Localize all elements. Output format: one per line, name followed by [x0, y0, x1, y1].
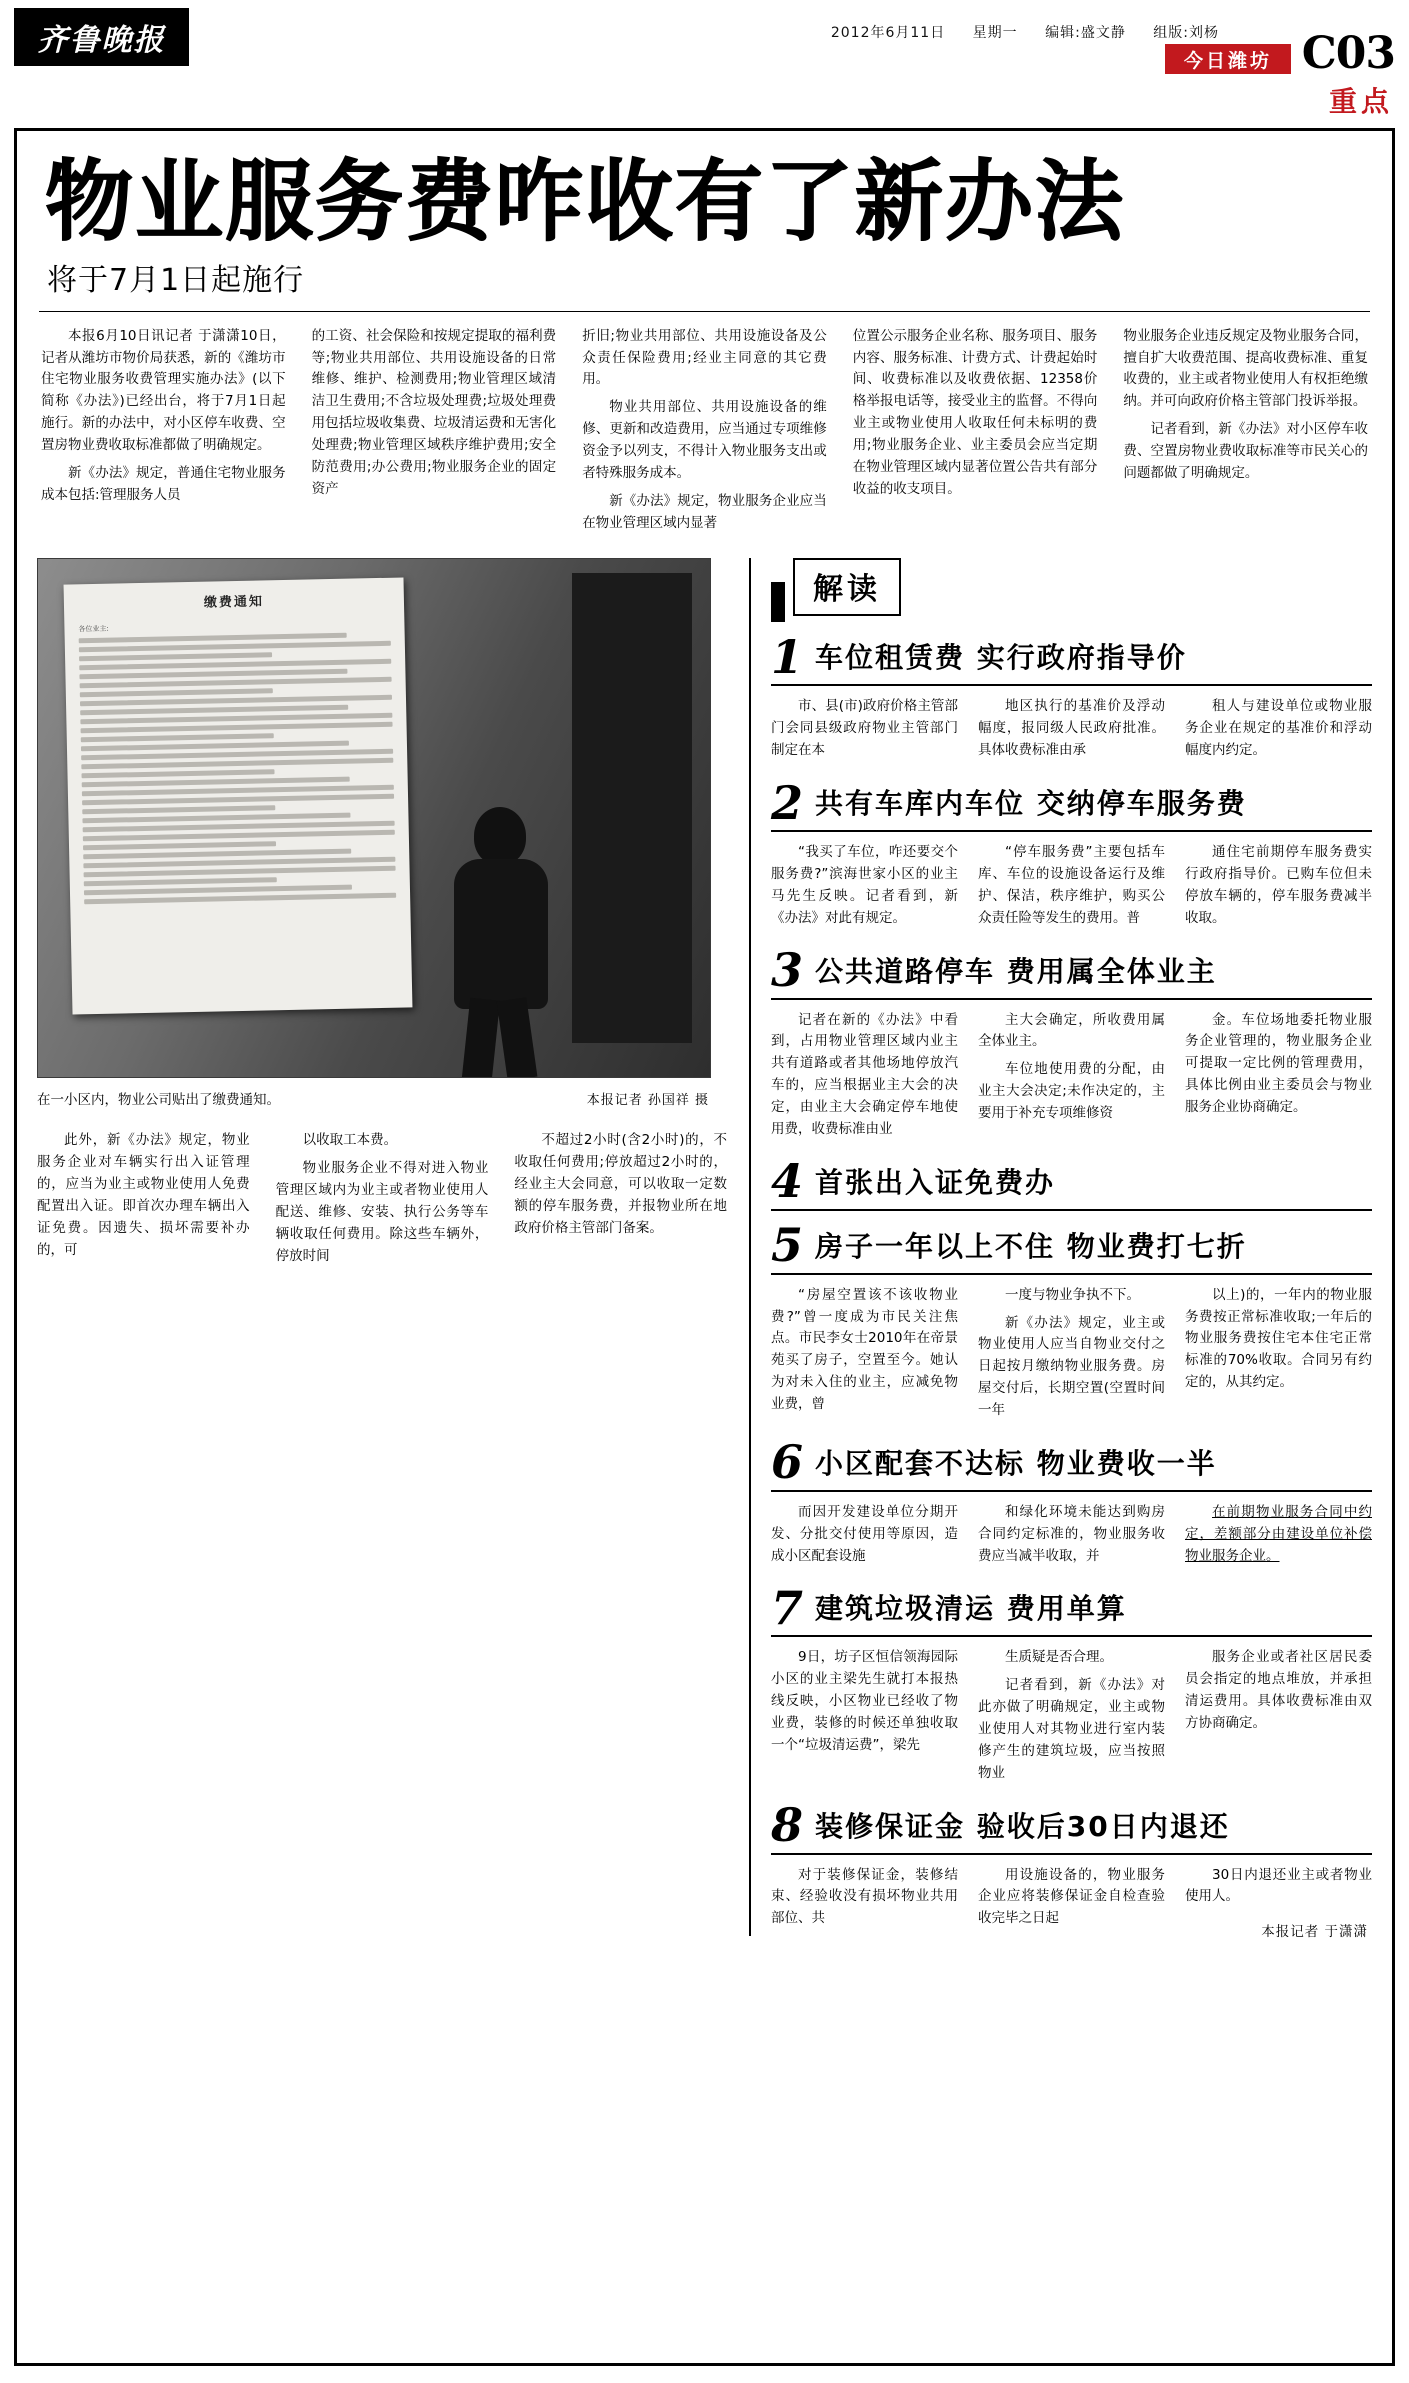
paragraph: 主大会确定，所收费用属全体业主。: [978, 1011, 1165, 1050]
content-frame: [14, 128, 1395, 2366]
lead-article: [37, 326, 1372, 541]
paragraph: 新《办法》规定，业主或物业使用人应当自物业交付之日起按月缴纳物业服务费。房屋交付后，长期空置(空置时间一年: [978, 1314, 1165, 1418]
paragraph: 市、县(市)政府价格主管部门会同县级政府物业主管部门制定在本: [771, 698, 958, 759]
photo-doorway: [572, 573, 692, 1043]
jiedu-bar: [771, 582, 785, 622]
paragraph: 此外，新《办法》规定，物业服务企业对车辆实行出入证管理的，应当为业主或物业使用人免费配置出入证。即首次办理车辆出入证免费。因遗失、损坏需要补办的，可: [37, 1132, 250, 1258]
masthead-weekday: 星期一: [972, 25, 1018, 41]
page-subtitle: 将于7月1日起施行: [47, 262, 305, 298]
paragraph: 以收取工本费。: [302, 1132, 398, 1149]
paragraph: 新《办法》规定，物业服务企业应当在物业管理区域内显著: [582, 492, 827, 531]
item-title: 建筑垃圾清运 费用单算: [815, 1592, 1127, 1626]
masthead-layout: 组版:刘杨: [1153, 25, 1219, 41]
interpretation-item: [771, 1581, 1372, 1790]
paragraph: 记者看到，新《办法》对此亦做了明确规定，业主或物业使用人对其物业进行室内装修产生的建筑垃圾，应当按照物业: [978, 1677, 1165, 1781]
item-number: 8: [771, 1798, 804, 1853]
paragraph: 金。车位场地委托物业服务企业管理的，物业服务企业可提取一定比例的管理费用，具体比例由业主委员会与物业服务企业协商确定。: [1185, 1011, 1372, 1115]
item-title: 首张出入证免费办: [815, 1165, 1056, 1199]
masthead-date: 2012年6月11日: [830, 25, 946, 41]
paragraph: 车位地使用费的分配，由业主大会决定;未作决定的，主要用于补充专项维修资: [978, 1061, 1165, 1121]
left-lower-text: [37, 1130, 727, 1273]
item-title: 房子一年以上不住 物业费打七折: [815, 1229, 1247, 1263]
left-lower-column-3: [514, 1130, 727, 1273]
item-number: 3: [771, 943, 804, 998]
jiedu-header: [771, 558, 1372, 622]
paragraph: 位置公示服务企业名称、服务项目、服务内容、服务标准、计费方式、计费起始时间、收费标准以及收费依据、12358价格举报电话等，接受业主的监督。不得向业主或物业使用人收取任何未标明的费用;物业服务企业、业主委员会应当定期在物业管理区域内显著位置公告共有部分收益的收支项目。: [852, 327, 1098, 497]
paragraph: “房屋空置该不该收物业费?”曾一度成为市民关注焦点。市民李女士2010年在帝景苑买了房子，空置至今。她认为对未入住的业主，应减免物业费，曾: [771, 1286, 958, 1412]
paragraph: 9日，坊子区恒信领海园际小区的业主梁先生就打本报热线反映，小区物业已经收了物业费，装修的时候还单独收取一个“垃圾清运费”，梁先: [771, 1649, 958, 1753]
interpretation-item: [771, 1154, 1372, 1211]
left-lower-column-1: [37, 1130, 250, 1273]
paragraph: 以上)的，一年内的物业服务费按正常标准收取;一年后的物业服务费按住宅本住宅正常标准的70%收取。合同另有约定的，从其约定。: [1185, 1286, 1372, 1391]
paragraph: 本报6月10日讯记者 于潇潇10日，记者从潍坊市物价局获悉，新的《潍坊市住宅物业服务收费管理实施办法》(以下简称《办法》)已经出台，将于7月1日起施行。新的办法中，对小区停车收费、空置房物业费收取标准都做了明确规定。: [41, 327, 286, 454]
masthead: [0, 0, 1409, 118]
paragraph: 服务企业或者社区居民委员会指定的地点堆放，并承担清运费用。具体收费标准由双方协商确定。: [1185, 1649, 1372, 1731]
paragraph: 对于装修保证金，装修结束、经验收没有损坏物业共用部位、共: [771, 1866, 958, 1927]
paragraph: 记者在新的《办法》中看到，占用物业管理区域内业主共有道路或者其他场地停放汽车的，应当根据业主大会的决定，由业主大会确定停车地使用费，收费标准由业: [771, 1011, 958, 1137]
lead-column-1: [41, 326, 286, 541]
item-title: 小区配套不达标 物业费收一半: [815, 1446, 1217, 1480]
left-column: [37, 558, 727, 1936]
paragraph: 租人与建设单位或物业服务企业在规定的基准价和浮动幅度内约定。: [1185, 698, 1372, 759]
paragraph: 折旧;物业共用部位、共用设施设备及公众责任保险费用;经业主同意的其它费用。: [582, 327, 827, 388]
masthead-editor: 编辑:盛文静: [1045, 25, 1126, 41]
paragraph: 30日内退还业主或者物业使用人。: [1185, 1866, 1372, 1905]
lead-column-2: [312, 326, 557, 541]
interpretation-item: [771, 1435, 1372, 1574]
newspaper-logo: 齐鲁晚报: [14, 8, 189, 66]
lead-column-4: [853, 326, 1098, 541]
paragraph: 记者看到，新《办法》对小区停车收费、空置房物业费收取标准等市民关心的问题都做了明确规定。: [1123, 421, 1368, 481]
paragraph: 物业服务企业不得对进入物业管理区域内为业主或者物业使用人配送、维修、安装、执行公务等车辆收取任何费用。除这些车辆外，停放时间: [275, 1160, 489, 1264]
paragraph: 不超过2小时(含2小时)的，不收取任何费用;停放超过2小时的，经业主大会同意，可以收取一定数额的停车服务费，并报物业所在地政府价格主管部门备案。: [514, 1132, 728, 1236]
paragraph: 一度与物业争执不下。: [1005, 1286, 1140, 1303]
notice-poster: [64, 578, 413, 1015]
item-number: 5: [771, 1218, 804, 1273]
item-number: 4: [771, 1154, 804, 1209]
photo-person: [440, 807, 560, 1077]
paragraph: 的工资、社会保险和按规定提取的福利费等;物业共用部位、共用设施设备的日常维修、维护、检测费用;物业管理区域清洁卫生费用;不含垃圾处理费;垃圾处理费用包括垃圾收集费、垃圾清运费和无害化处理费;物业管理区域秩序维护费用;安全防范费用;办公费用;物业服务企业的固定资产: [311, 327, 557, 497]
masthead-meta: [809, 22, 1219, 42]
interpretation-item: [771, 1798, 1372, 1937]
paragraph: 用设施设备的，物业服务企业应将装修保证金自检查验收完毕之日起: [978, 1866, 1165, 1927]
paragraph: 和绿化环境未能达到购房合同约定标准的，物业服务收费应当减半收取，并: [978, 1503, 1165, 1564]
paragraph: 而因开发建设单位分期开发、分批交付使用等原因，造成小区配套设施: [771, 1503, 958, 1564]
photo-caption: 在一小区内，物业公司贴出了缴费通知。: [37, 1092, 280, 1109]
interpretation-item: [771, 943, 1372, 1147]
item-number: 6: [771, 1435, 804, 1490]
item-title: 装修保证金 验收后30日内退还: [815, 1809, 1230, 1843]
paragraph: 新《办法》规定，普通住宅物业服务成本包括:管理服务人员: [41, 464, 286, 503]
paragraph: 地区执行的基准价及浮动幅度，报同级人民政府批准。具体收费标准由承: [978, 698, 1165, 759]
item-title: 车位租赁费 实行政府指导价: [815, 641, 1187, 675]
bottom-byline: 本报记者 于潇潇: [1261, 1924, 1368, 1941]
paragraph: 生质疑是否合理。: [1005, 1649, 1113, 1666]
item-title: 共有车库内车位 交纳停车服务费: [815, 787, 1247, 821]
jiedu-label: 解读: [793, 558, 901, 616]
paragraph: “停车服务费”主要包括车库、车位的设施设备运行及维护、保洁，秩序维护，购买公众责任险等发生的费用。普: [978, 844, 1165, 926]
notice-title: 缴费通知: [203, 594, 265, 612]
photo-credit: 本报记者 孙国祥 摄: [586, 1093, 709, 1109]
item-number: 2: [771, 775, 804, 830]
divider: [39, 311, 1370, 312]
item-number: 7: [771, 1581, 804, 1635]
paragraph: 通住宅前期停车服务费实行政府指导价。已购车位但未停放车辆的，停车服务费减半收取。: [1185, 844, 1372, 926]
page-number: C03: [1301, 28, 1395, 79]
interpretation-item: [771, 1218, 1372, 1428]
left-lower-column-2: [276, 1130, 489, 1273]
news-photo: [37, 558, 711, 1078]
paragraph: “我买了车位，咋还要交个服务费?”滨海世家小区的业主马先生反映。记者看到，新《办法》对此有规定。: [771, 844, 958, 926]
right-column: [749, 558, 1372, 1941]
lead-column-5: [1123, 326, 1368, 541]
paragraph: 在前期物业服务合同中约定，差额部分由建设单位补偿物业服务企业。: [1185, 1503, 1372, 1564]
photo-caption-row: [37, 1088, 709, 1108]
item-number: 1: [771, 630, 804, 685]
paragraph: 物业服务企业违反规定及物业服务合同，擅自扩大收费范围、提高收费标准、重复收费的，业主或者物业使用人有权拒绝缴纳。并可向政府价格主管部门投诉举报。: [1123, 327, 1368, 410]
section-label: 重点: [1328, 85, 1393, 118]
body-area: [37, 558, 1372, 1941]
notice-lead: 各位业主:: [78, 624, 109, 634]
lead-column-3: [582, 326, 827, 541]
item-title: 公共道路停车 费用属全体业主: [815, 954, 1217, 988]
paragraph: 物业共用部位、共用设施设备的维修、更新和改造费用，应当通过专项维修资金予以列支，不得计入物业服务支出或者特殊服务成本。: [582, 399, 827, 481]
interpretation-item: [771, 775, 1372, 935]
today-tag: 今日潍坊: [1165, 44, 1291, 74]
interpretation-item: [771, 630, 1372, 768]
page-title: 物业服务费咋收有了新办法: [45, 149, 1126, 253]
